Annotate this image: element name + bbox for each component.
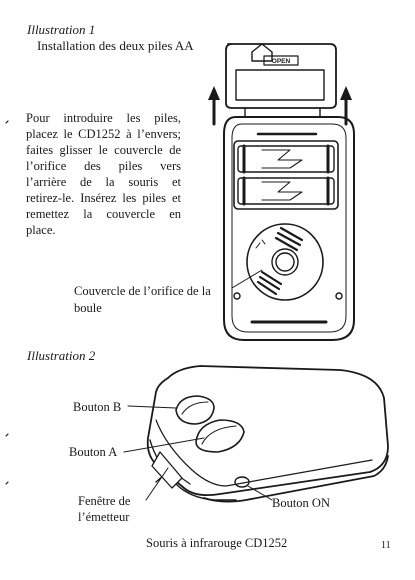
button-a-label: Bouton A — [69, 445, 118, 459]
screw-icon — [234, 293, 240, 299]
mouse-underside-drawing — [224, 117, 354, 340]
instruction-line: Pour introduire les piles, — [26, 111, 181, 125]
emitter-window-label: Fenêtre de l’émetteur — [78, 494, 131, 524]
open-label: OPEN — [271, 58, 291, 65]
screw-icon — [336, 293, 342, 299]
instruction-line: retirez-le. Insérez les piles et — [26, 191, 181, 205]
button-b — [176, 396, 214, 424]
instruction-line: placez le CD1252 à l’envers; — [26, 127, 181, 141]
up-arrow-icon — [208, 86, 220, 124]
leader-line-a — [124, 438, 204, 452]
instruction-line: remettez la couvercle en — [26, 207, 181, 221]
leader-line-window — [146, 468, 168, 500]
instruction-line: l’orifice des piles vers — [26, 159, 181, 173]
instruction-line: l’arrière de la souris et — [26, 175, 181, 189]
figure-caption: Souris à infrarouge CD1252 — [146, 536, 288, 550]
callout-leader-line — [232, 270, 262, 288]
illustration-1-subtitle: Installation des deux piles AA — [37, 38, 194, 53]
leader-line-b — [128, 406, 176, 408]
instruction-line: place. — [26, 223, 56, 237]
page-number: 11 — [381, 540, 391, 551]
battery-cover-drawing — [226, 44, 336, 116]
illustration-1-title: Illustration 1 — [27, 22, 96, 37]
button-b-label: Bouton B — [73, 400, 122, 414]
ball-cover — [247, 224, 323, 300]
on-button-label: Bouton ON — [272, 496, 330, 510]
mouse-top-drawing — [148, 366, 388, 502]
ball-cover-callout: Couvercle de l’orifice de la boule — [74, 284, 211, 315]
illustration-2-title: Illustration 2 — [27, 348, 96, 363]
button-a — [196, 420, 244, 452]
instruction-line: faites glisser le couvercle de — [26, 143, 181, 157]
